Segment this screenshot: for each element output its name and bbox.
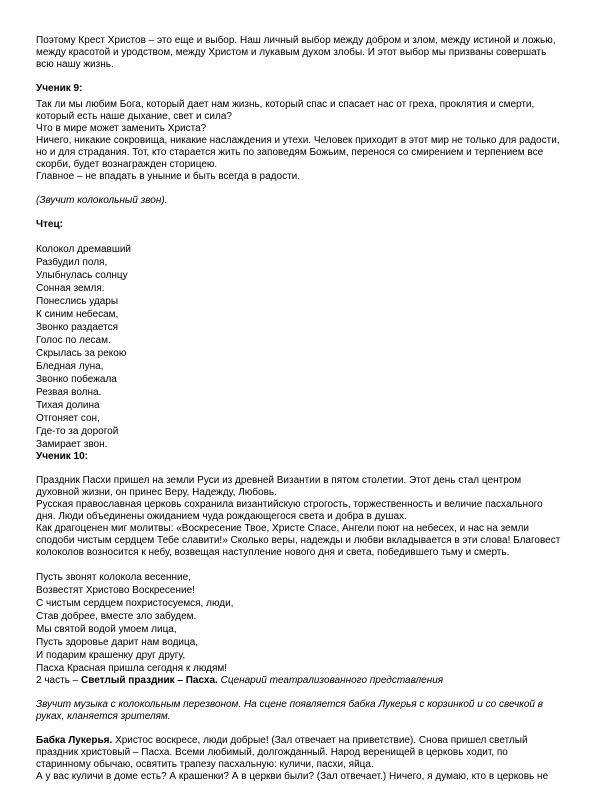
music-stage-note: Звучит музыка с колокольным перезвоном. На сцене появляется бабка Лукерья с корзинкой и со свечкой в руках, кланяется зрителям.: [36, 699, 543, 722]
lukerya-speech: [36, 735, 562, 771]
poem-line: Став добрее, вместе зло забудем.: [36, 611, 197, 622]
poem-line: Колокол дремавший: [36, 244, 132, 255]
poem-line: Голос по лесам.: [36, 335, 111, 346]
poem-line: Сонная земля.: [36, 283, 105, 294]
student-10-line: Праздник Пасхи пришел на земли Руси из древней Византии в пятом столетии. Этот день стал центром духовной жизни, он принес Веру, Надежду, Любовь.: [36, 475, 522, 498]
poem-line: Звонко побежала: [36, 374, 117, 385]
poem-line: Скрылась за рекою: [36, 348, 127, 359]
part-2-prefix: 2 часть –: [36, 675, 82, 686]
lukerya-speech-continued: А у вас куличи в доме есть? А крашенки? А в церкви были? (Зал отвечает.) Ничего, я думаю, кто в церковь не: [36, 771, 549, 782]
heading-student-10: Ученик 10:: [36, 451, 89, 462]
lukerya-text: Христос воскресе, люди добрые! (Зал отвечает на приветствие). Снова пришел светлый праздник христовый – Пасха. Всеми любимый, долгожданный. Народ веренищей в церковь ходит, по старинному обычаю, освятить трапезу пасхальную: куличи, пасхи, яйца.: [36, 735, 528, 770]
poem-line: Понеслись удары: [36, 296, 119, 307]
part-2-subtitle: Сценарий театрализованного представления: [217, 675, 444, 686]
poem-line: Бледная луна,: [36, 361, 104, 372]
poem-line: Пусть здоровье дарит нам водица,: [36, 637, 199, 648]
poem-line: Отгоняет сон,: [36, 413, 100, 424]
poem-easter-bells: [36, 571, 562, 675]
student-9-speech: [36, 99, 562, 183]
poem-line: Пусть звонят колокола весенние,: [36, 572, 191, 583]
bell-stage-note: (Звучит колокольный звон).: [36, 195, 168, 206]
student-9-line: Что в мире может заменить Христа?: [36, 123, 207, 134]
heading-student-9: Ученик 9:: [36, 83, 83, 94]
poem-bell: [36, 243, 562, 451]
heading-reader: Чтец:: [36, 219, 63, 230]
student-10-speech: [36, 475, 562, 559]
student-9-line: Так ли мы любим Бога, который дает нам жизнь, который спас и спасает нас от греха, проклятия и смерти, который есть наше дыхание, свет и сила?: [36, 99, 535, 122]
student-10-line: Русская православная церковь сохранила византийскую строгость, торжественность и величие пасхального дня. Люди объединены ожиданием чуда рождающегося света и добра в душах.: [36, 499, 543, 522]
poem-line: Возвестят Христово Воскресение!: [36, 585, 195, 596]
poem-line: Тихая долина: [36, 400, 100, 411]
poem-line: Звонко раздается: [36, 322, 119, 333]
poem-line: Улыбнулась солнцу: [36, 270, 128, 281]
poem-line: Пасха Красная пришла сегодня к людям!: [36, 663, 228, 674]
poem-line: Резвая волна.: [36, 387, 102, 398]
part-2-title: [36, 675, 562, 687]
poem-line: С чистым сердцем похристосуемся, люди,: [36, 598, 234, 609]
paragraph-cross-choice: Поэтому Крест Христов – это еще и выбор. Наш личный выбор между добром и злом, между истиной и ложью, между красотой и уродством, между Христом и лукавым духом злобы. И этот выбор мы призваны совершать всю нашу жизнь.: [36, 35, 556, 70]
poem-line: Замирает звон.: [36, 439, 108, 450]
lukerya-name: Бабка Лукерья.: [36, 735, 113, 746]
poem-line: К синим небесам,: [36, 309, 119, 320]
student-9-line: Главное – не впадать в уныние и быть всегда в радости.: [36, 171, 301, 182]
student-10-line: Как драгоценен миг молитвы: «Воскресение Твое, Христе Спасе, Ангели поют на небесех, и нас на земли сподоби чистым сердцем Тебе славити!» Сколько веры, надежды и любви вкладывается в эти слова! Благовест колоколов возносится к небу, возвещая наступление нового дня и света, победившего тьму и смерть.: [36, 523, 561, 558]
poem-line: И подарим крашенку друг другу,: [36, 650, 186, 661]
poem-line: Где-то за дорогой: [36, 426, 119, 437]
poem-line: Мы святой водой умоем лица,: [36, 624, 177, 635]
poem-line: Разбудил поля,: [36, 257, 108, 268]
student-9-line: Ничего, никакие сокровища, никакие наслаждения и утехи. Человек приходит в этот мир не только для радости, но и для страдания. Тот, кто старается жить по заповедям Божьим, перенося со смирением и терпением все скорби, будет вознагражден сторицею.: [36, 135, 560, 170]
part-2-bold-title: Светлый праздник – Пасха.: [81, 675, 218, 686]
